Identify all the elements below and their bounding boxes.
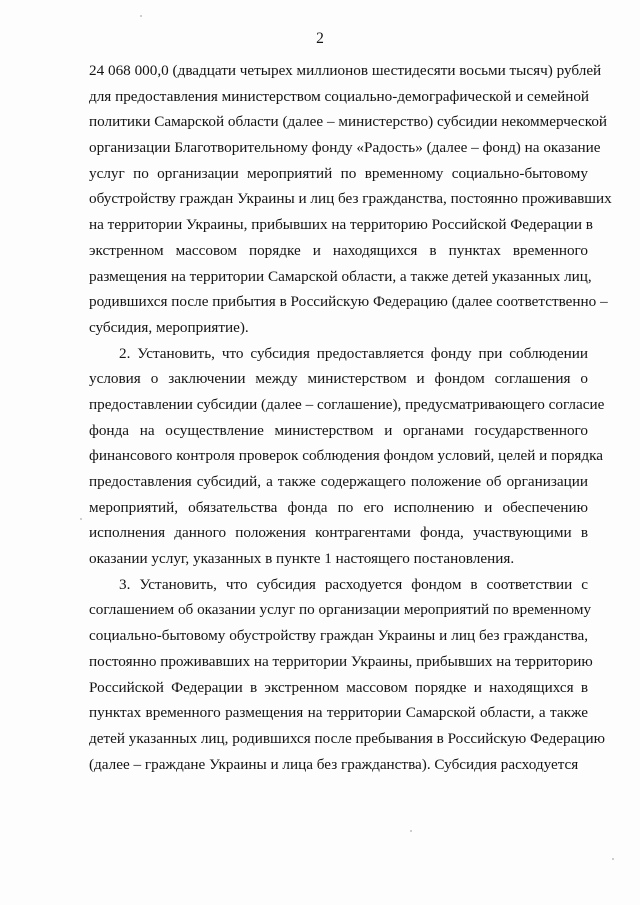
text-line: обустройству граждан Украины и лиц без гражданства, постоянно проживавших bbox=[89, 190, 612, 208]
text-line: предоставлении субсидии (далее – соглашение), предусматривающего согласие bbox=[89, 395, 605, 413]
text-line: 24 068 000,0 (двадцати четырех миллионов шестидесяти восьми тысяч) рублей bbox=[89, 62, 602, 79]
text-line: детей указанных лиц, родившихся после пребывания в Российскую Федерацию bbox=[89, 729, 605, 747]
text-line: экстренном массовом порядке и находящихся в пунктах временного bbox=[89, 241, 588, 259]
text-line: условия о заключении между министерством и фондом соглашения о bbox=[89, 370, 588, 388]
text-line: 3. Установить, что субсидия расходуется фондом в соответствии с bbox=[119, 575, 588, 593]
text-line: финансового контроля проверок соблюдения фондом условий, целей и порядка bbox=[89, 447, 604, 465]
text-line: постоянно проживавших на территории Украины, прибывших на территорию bbox=[89, 652, 593, 670]
scan-speck bbox=[612, 858, 614, 860]
text-line: 2. Установить, что субсидия предоставляется фонду при соблюдении bbox=[119, 344, 588, 362]
text-line: на территории Украины, прибывших на территорию Российской Федерации в bbox=[89, 216, 593, 234]
page-number: 2 bbox=[316, 30, 324, 47]
text-line: субсидия, мероприятие). bbox=[89, 318, 249, 336]
text-line: предоставления субсидий, а также содержащего положение об организации bbox=[89, 473, 588, 490]
text-line: оказании услуг, указанных в пункте 1 настоящего постановления. bbox=[89, 550, 515, 568]
text-line: размещения на территории Самарской области, а также детей указанных лиц, bbox=[89, 267, 592, 285]
text-line: мероприятий, обязательства фонда по его исполнению и обеспечению bbox=[89, 498, 588, 516]
paragraph bbox=[89, 58, 612, 341]
document-body bbox=[89, 58, 612, 777]
scan-speck bbox=[140, 15, 142, 17]
text-line: исполнения данного положения контрагентами фонда, участвующими в bbox=[89, 524, 588, 542]
paragraph bbox=[89, 572, 605, 778]
scan-speck bbox=[80, 518, 82, 520]
text-line: организации Благотворительному фонду «Радость» (далее – фонд) на оказание bbox=[89, 139, 601, 157]
text-line: услуг по организации мероприятий по временному социально-бытовому bbox=[89, 164, 588, 182]
text-line: фонда на осуществление министерством и органами государственного bbox=[89, 421, 588, 439]
scan-speck bbox=[410, 830, 412, 832]
paragraph bbox=[89, 341, 605, 572]
text-line: социально-бытовому обустройству граждан Украины и лиц без гражданства, bbox=[89, 627, 588, 645]
text-line: (далее – граждане Украины и лица без гражданства). Субсидия расходуется bbox=[89, 755, 579, 773]
text-line: пунктах временного размещения на территории Самарской области, а также bbox=[89, 704, 588, 722]
text-line: родившихся после прибытия в Российскую Федерацию (далее соответственно – bbox=[89, 293, 608, 311]
text-line: политики Самарской области (далее – министерство) субсидии некоммерческой bbox=[89, 113, 608, 131]
text-line: соглашением об оказании услуг по организации мероприятий по временному bbox=[89, 601, 592, 619]
text-line: Российской Федерации в экстренном массовом порядке и находящихся в bbox=[89, 678, 588, 696]
text-line: для предоставления министерством социально-демографической и семейной bbox=[89, 87, 590, 105]
